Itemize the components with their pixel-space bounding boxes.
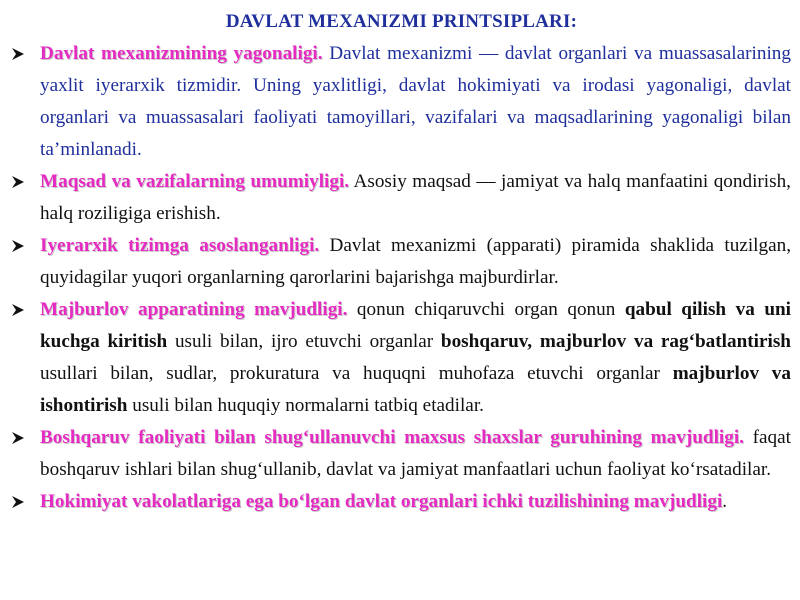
page-title: DAVLAT MEXANIZMI PRINTSIPLARI:	[225, 11, 578, 32]
point-bold-text: majburlov va ishontirish	[40, 363, 791, 416]
list-item	[12, 230, 791, 294]
point-text: Davlat mexanizmi — davlat organlari va muassasalarining yaxlit iyerarxik tizmidir. Uning yaxlitligi, davlat hokimiyati va irodasi yagonaligi, davlat organlari va muassasalari faoliyati tamoyillari, vazifalari va maqsadlarining yagonaligi bilan ta’minlanadi.	[40, 43, 791, 160]
point-text: .	[722, 491, 728, 512]
point-bold-text: qabul qilish va uni kuchga kiritish	[40, 299, 791, 352]
arrow-bullet-icon	[11, 431, 25, 445]
arrow-bullet-icon	[11, 495, 25, 509]
point-text: Asosiy maqsad — jamiyat va halq manfaatini qondirish, halq roziligiga erishish.	[40, 171, 791, 224]
list-item	[12, 166, 791, 230]
arrow-bullet-icon	[11, 239, 25, 253]
list-item	[12, 38, 791, 166]
point-heading: Hokimiyat vakolatlariga ega bo‘lgan davlat organlari ichki tuzilishining mavjudligi	[40, 491, 723, 512]
point-heading: Davlat mexanizmining yagonaligi.	[40, 43, 323, 64]
list-item	[12, 294, 791, 422]
arrow-bullet-icon	[11, 303, 25, 317]
point-heading: Maqsad va vazifalarning umumiyligi.	[40, 171, 350, 192]
list-item	[12, 422, 791, 486]
point-heading: Boshqaruv faoliyati bilan shug‘ullanuvchi maxsus shaxslar guruhining mavjudligi.	[40, 427, 744, 448]
point-text: usuli bilan huquqiy normalarni tatbiq etadilar.	[127, 395, 484, 416]
point-text: Davlat mexanizmi (apparati) piramida shaklida tuzilgan, quyidagilar yuqori organlarning qarorlarini bajarishga majburdirlar.	[40, 235, 792, 288]
point-bold-text: boshqaruv, majburlov va rag‘batlantirish	[440, 331, 791, 352]
principles-list	[12, 38, 791, 518]
point-heading: Majburlov apparatining mavjudligi.	[40, 299, 348, 320]
point-text: faqat boshqaruv ishlari bilan shug‘ullanib, davlat va jamiyat manfaatlari uchun faoliyat ko‘rsatadilar.	[40, 427, 791, 480]
arrow-bullet-icon	[11, 47, 25, 61]
list-item	[12, 486, 791, 518]
point-text: usullari bilan, sudlar, prokuratura va huquqni muhofaza etuvchi organlar	[40, 363, 673, 384]
arrow-bullet-icon	[11, 175, 25, 189]
point-heading: Iyerarxik tizimga asoslanganligi.	[40, 235, 320, 256]
point-text: qonun chiqaruvchi organ qonun	[347, 299, 625, 320]
point-text: usuli bilan, ijro etuvchi organlar	[167, 331, 441, 352]
